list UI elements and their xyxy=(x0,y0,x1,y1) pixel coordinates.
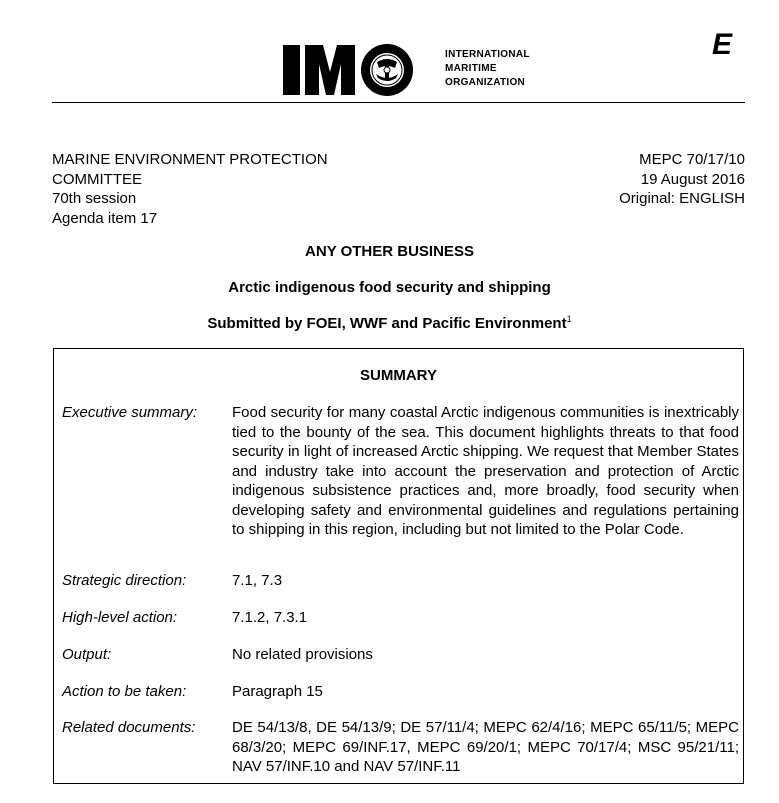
session-line: 70th session xyxy=(52,190,137,207)
org-name xyxy=(445,48,530,90)
summary-box xyxy=(53,348,744,784)
submitted-by-text: Submitted by FOEI, WWF and Pacific Environment xyxy=(207,315,567,332)
org-name-line: MARITIME xyxy=(445,63,497,74)
document-language: Original: ENGLISH xyxy=(619,190,745,207)
footnote-link[interactable]: 1 xyxy=(566,314,572,324)
committee-line: MARINE ENVIRONMENT PROTECTION xyxy=(52,151,328,168)
summary-label: Output: xyxy=(62,646,112,663)
document-subtitle: Arctic indigenous food security and shipping xyxy=(228,279,551,296)
summary-value: 7.1.2, 7.3.1 xyxy=(232,609,308,626)
summary-label: Strategic direction: xyxy=(62,572,187,589)
document-reference xyxy=(619,150,745,209)
summary-value: No related provisions xyxy=(232,646,373,663)
summary-value: Food security for many coastal Arctic indigenous communities is inextricably tied to the bounty of the sea. This document highlights threats to that food security in light of increased Arctic shipping. We request that Member States and industry take into account the preservation and protection of Arctic indigenous subsistence practices and, more broadly, food security when developing safety and environmental guidelines and regulations pertaining to shipping in this region, including but not limited to the Polar Code. xyxy=(232,404,739,538)
document-title: ANY OTHER BUSINESS xyxy=(305,243,474,260)
summary-label: High-level action: xyxy=(62,609,178,626)
summary-label: Executive summary: xyxy=(62,404,198,421)
agenda-item-line: Agenda item 17 xyxy=(52,209,158,227)
header-rule xyxy=(52,102,745,103)
summary-label: Action to be taken: xyxy=(62,683,187,700)
document-symbol: MEPC 70/17/10 xyxy=(639,151,745,168)
summary-value: DE 54/13/8, DE 54/13/9; DE 57/11/4; MEPC 62/4/16; MEPC 65/11/5; MEPC 68/3/20; MEPC 69/INF.17, MEPC 69/20/1; MEPC 70/17/4; MSC 95/21/11; NAV 57/INF.10 and NAV 57/INF.11 xyxy=(232,719,739,775)
org-name-line: INTERNATIONAL xyxy=(445,49,530,60)
committee-info xyxy=(52,150,328,228)
summary-label: Related documents: xyxy=(62,719,196,736)
un-emblem-icon xyxy=(361,44,413,96)
summary-heading: SUMMARY xyxy=(360,367,437,384)
imo-logo-graphic xyxy=(283,42,443,98)
document-date: 19 August 2016 xyxy=(640,170,745,188)
org-name-line: ORGANIZATION xyxy=(445,77,526,88)
submitted-by xyxy=(0,315,779,332)
committee-line: COMMITTEE xyxy=(52,170,142,188)
summary-value: Paragraph 15 xyxy=(232,683,323,700)
language-code: E xyxy=(712,28,733,61)
summary-value: 7.1, 7.3 xyxy=(232,572,283,589)
